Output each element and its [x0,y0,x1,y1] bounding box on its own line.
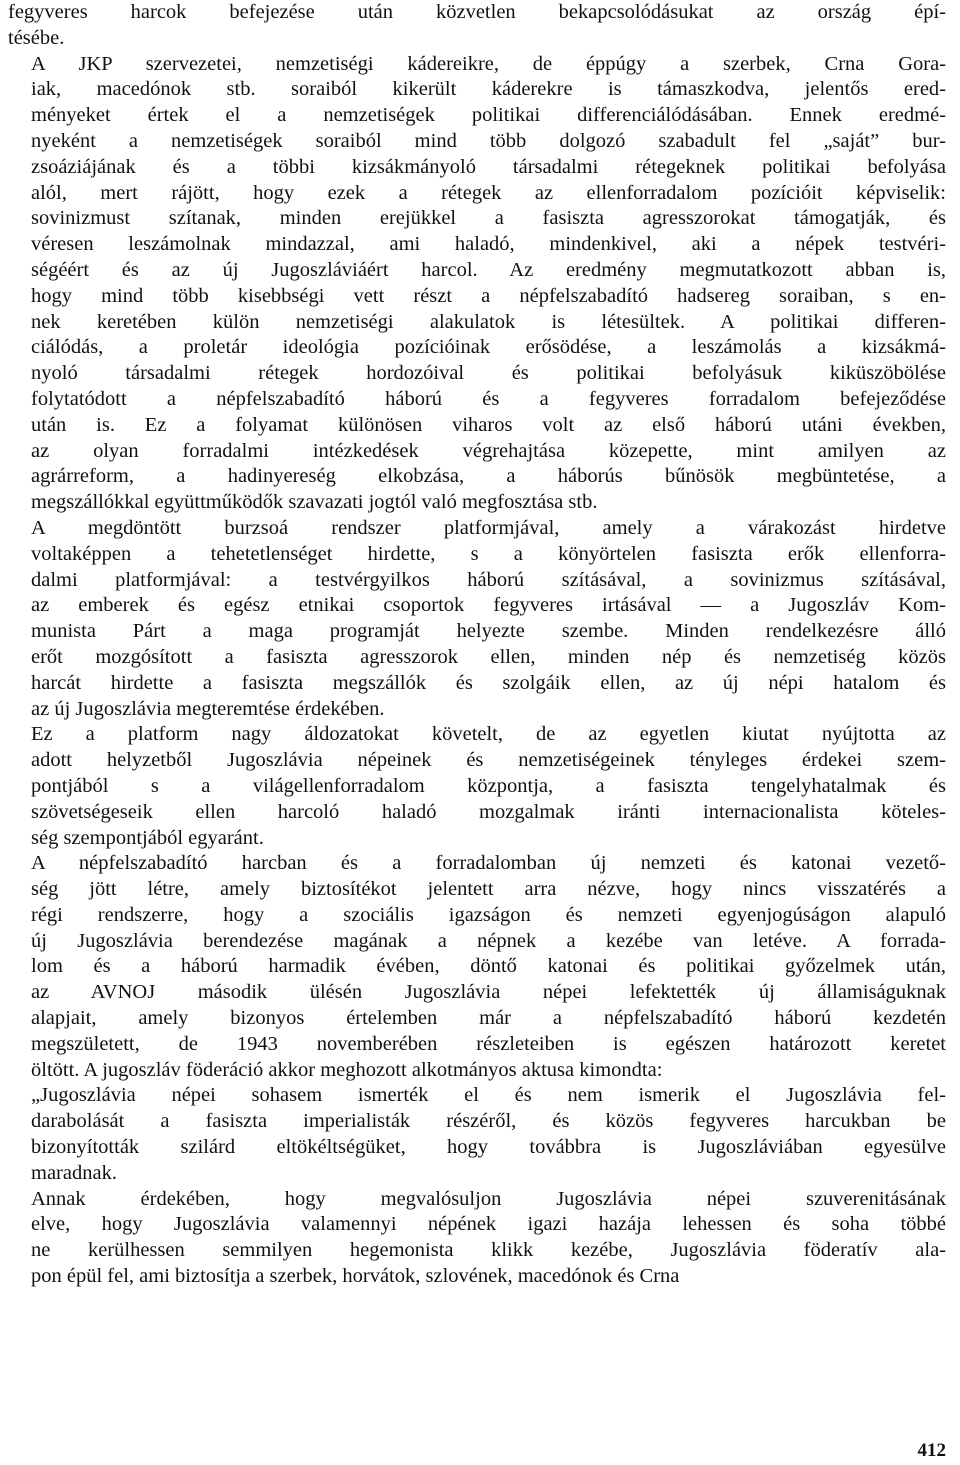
text-line: erőt mozgósított a fasiszta agresszorok ellen, minden nép és nemzetiség közös [31,645,946,668]
document-body [8,0,946,1290]
text-line: az AVNOJ második ülésén Jugoszlávia népei lefektették új államiságuknak [31,981,946,1004]
text-line: harcát hirdette a fasiszta megszállók és szolgáik ellen, az új népi hatalom és [31,671,946,694]
text-line: ne kerülhessen semmilyen hegemonista klikk kezébe, Jugoszlávia föderatív ala- [31,1239,946,1262]
text-line: az emberek és egész etnikai csoportok fegyveres irtásával — a Jugoszláv Kom- [31,594,946,617]
text-line: nyoló társadalmi rétegek hordozóival és politikai befolyásuk kiküszöbölése [31,362,946,385]
paragraph [8,0,946,52]
text-line: hogy mind több kisebbségi vett részt a népfelszabadító hadsereg soraiban, s en- [31,284,946,307]
text-line: iak, macedónok stb. soraiból kikerült káderekre is támaszkodva, jelentős ered- [31,78,946,101]
paragraph [8,1187,946,1290]
text-line: maradnak. [31,1161,117,1184]
text-line: Annak érdekében, hogy megvalósuljon Jugoszlávia népei szuverenitásának [31,1187,946,1210]
text-line: ményeket értek el a nemzetiségek politikai differenciálódásában. Ennek eredmé- [31,104,946,127]
text-line: darabolását a fasiszta imperialisták részéről, és közös fegyveres harcukban be [31,1110,946,1133]
text-line: ség jött létre, amely biztosítékot jelentett arra nézve, hogy nincs visszatérés a [31,878,946,901]
paragraph [8,1083,946,1186]
text-line: az új Jugoszlávia megteremtése érdekében. [31,697,385,720]
text-line: ség szempontjából egyaránt. [31,826,264,849]
text-line: megszállókkal együttműködők szavazati jogtól való megfosztása stb. [31,491,598,514]
page-number: 412 [917,1440,946,1461]
text-line: munista Párt a maga programját helyezte szembe. Minden rendelkezésre álló [31,620,946,643]
text-line: voltaképpen a tehetetlenséget hirdette, s a könyörtelen fasiszta erők ellenforra- [31,542,946,565]
text-line: A megdöntött burzsoá rendszer platformjával, amely a várakozást hirdetve [31,516,946,539]
text-line: öltött. A jugoszláv föderáció akkor meghozott alkotmányos aktusa kimondta: [31,1058,663,1081]
text-line: fegyveres harcok befejezése után közvetlen bekapcsolódásukat az ország épí- [8,1,946,23]
paragraph [8,722,946,851]
text-line: folytatódott a népfelszabadító háború és a fegyveres forradalom befejeződése [31,387,946,410]
text-line: régi rendszerre, hogy a szociális igazságon és nemzeti egyenjogúságon alapuló [31,903,946,926]
text-line: sovinizmust szítanak, minden erejükkel a fasiszta agresszorokat támogatják, és [31,207,946,230]
text-line: alapjait, amely bizonyos értelemben már a népfelszabadító háború kezdetén [31,1007,946,1030]
text-line: A JKP szervezetei, nemzetiségi kádereikre, de éppúgy a szerbek, Crna Gora- [31,52,946,75]
text-line: alól, mert rájött, hogy ezek a rétegek az ellenforradalom pozícióit képviselik: [31,181,946,204]
text-line: agrárreform, a hadinyereség elkobzása, a háborús bűnösök megbüntetése, a [31,465,946,488]
text-line: pontjából s a világellenforradalom központja, a fasiszta tengelyhatalmak és [31,774,946,797]
text-line: az olyan forradalmi intézkedések végrehajtása közepette, mint amilyen az [31,439,946,462]
text-line: elve, hogy Jugoszlávia valamennyi népének igazi hazája lehessen és soha többé [31,1213,946,1236]
text-line: lom és a háború harmadik évében, döntő katonai és politikai győzelmek után, [31,955,946,978]
text-line: megszületett, de 1943 novemberében részleteiben is egészen határozott keretet [31,1032,946,1055]
paragraph [8,52,946,516]
text-line: ségéért és az új Jugoszláviáért harcol. Az eredmény megmutatkozott abban is, [31,258,946,281]
text-line: Ez a platform nagy áldozatokat követelt, de az egyetlen kiutat nyújtotta az [31,723,946,746]
text-line: után is. Ez a folyamat különösen viharos volt az első háború utáni években, [31,413,946,436]
text-line: adott helyzetből Jugoszlávia népeinek és nemzetiségeinek tényleges érdekei szem- [31,749,946,772]
text-line: véresen leszámolnak mindazzal, ami haladó, mindenkivel, aki a népek testvéri- [31,233,946,256]
text-line: szövetségeseik ellen harcoló haladó mozgalmak iránti internacionalista köteles- [31,800,946,823]
text-line: tésébe. [8,26,65,49]
text-line: nyeként a nemzetiségek soraiból mind több dolgozó szabadult fel „saját” bur- [31,129,946,152]
paragraph [8,516,946,722]
text-line: zsoáziájának és a többi kizsákmányoló társadalmi rétegeknek politikai befolyása [31,155,946,178]
text-line: dalmi platformjával: a testvérgyilkos háború szításával, a sovinizmus szításával, [31,568,946,591]
text-line: ciálódás, a proletár ideológia pozícióinak erősödése, a leszámolás a kizsákmá- [31,336,946,359]
text-line: új Jugoszlávia berendezése magának a népnek a kezébe van letéve. A forrada- [31,929,946,952]
text-line: pon épül fel, ami biztosítja a szerbek, horvátok, szlovének, macedónok és Crna [31,1265,680,1288]
text-line: „Jugoszlávia népei sohasem ismerték el és nem ismerik el Jugoszlávia fel- [31,1084,946,1107]
text-line: nek keretében külön nemzetiségi alakulatok is létesültek. A politikai differen- [31,310,946,333]
paragraph [8,851,946,1083]
text-line: bizonyították szilárd eltökéltségüket, hogy továbbra is Jugoszláviában egyesülve [31,1136,946,1159]
text-line: A népfelszabadító harcban és a forradalomban új nemzeti és katonai vezető- [31,852,946,875]
